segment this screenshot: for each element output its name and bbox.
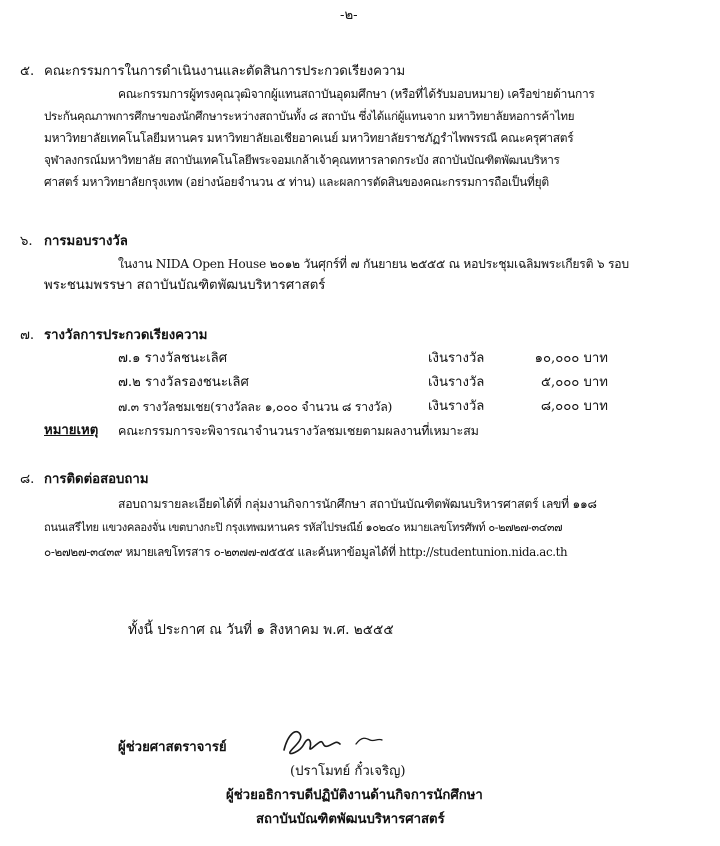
prize-3-amount: ๘,๐๐๐ บาท — [540, 399, 608, 414]
section-5-title: คณะกรรมการในการดำเนินงานและตัดสินการประกวดเรียงความ — [44, 64, 406, 79]
signatory-position: ผู้ช่วยอธิการบดีปฏิบัติงานด้านกิจการนักศึกษา — [226, 788, 483, 803]
section-8-number: ๘. — [20, 472, 35, 487]
section-6-number: ๖. — [20, 234, 33, 249]
section-8-line-1: สอบถามรายละเอียดได้ที่ กลุ่มงานกิจการนักศึกษา สถาบันบัณฑิตพัฒนบริหารศาสตร์ เลขที่ ๑๑๘ — [118, 497, 597, 511]
section-6-line-1: ในงาน NIDA Open House ๒๐๑๒ วันศุกร์ที่ ๗ กันยายน ๒๕๕๕ ณ หอประชุมเฉลิมพระเกียรติ ๖ รอบ — [118, 257, 629, 271]
announcement-date: ทั้งนี้ ประกาศ ณ วันที่ ๑ สิงหาคม พ.ศ. ๒๕๕๕ — [128, 622, 394, 638]
section-5-number: ๕. — [20, 64, 35, 79]
prize-3-label: เงินรางวัล — [428, 399, 485, 414]
signatory-name: (ปราโมทย์ กั๋วเจริญ) — [290, 764, 406, 779]
note-label: หมายเหตุ — [44, 423, 99, 438]
prize-2-amount: ๕,๐๐๐ บาท — [541, 375, 608, 390]
prize-2-label: เงินรางวัล — [428, 375, 485, 390]
section-8-title: การติดต่อสอบถาม — [44, 472, 149, 487]
section-5-line-1: คณะกรรมการผู้ทรงคุณวุฒิจากผู้แทนสถาบันอุดมศึกษา (หรือที่ได้รับมอบหมาย) เครือข่ายด้านการ — [118, 87, 595, 101]
section-6-title: การมอบรางวัล — [44, 234, 128, 249]
section-5-line-5: ศาสตร์ มหาวิทยาลัยกรุงเทพ (อย่างน้อยจำนวน ๕ ท่าน) และผลการตัดสินของคณะกรรมการถือเป็นที่ยุติ — [44, 175, 549, 189]
handwritten-signature — [278, 722, 388, 762]
prize-1-label: เงินรางวัล — [428, 351, 485, 366]
section-8-line-3: ๐-๒๗๒๗-๓๔๓๙ หมายเลขโทรสาร ๐-๒๓๗๗-๗๕๕๕ และค้นหาข้อมูลได้ที่ http://studentunion.nida.ac.th — [44, 545, 568, 559]
signatory-institution: สถาบันบัณฑิตพัฒนบริหารศาสตร์ — [256, 812, 445, 827]
section-5-line-2: ประกันคุณภาพการศึกษาของนักศึกษาระหว่างสถาบันทั้ง ๘ สถาบัน ซึ่งได้แก่ผู้แทนจาก มหาวิทยาลัยหอการค้าไทย — [44, 109, 575, 123]
page-number: -๒- — [340, 8, 358, 23]
section-8-line-2: ถนนเสรีไทย แขวงคลองจั่น เขตบางกะปิ กรุงเทพมหานคร รหัสไปรษณีย์ ๑๐๒๔๐ หมายเลขโทรศัพท์ ๐-๒๗๒๗-๓๔๓๗ — [44, 521, 563, 534]
section-5-line-4: จุฬาลงกรณ์มหาวิทยาลัย สถาบันเทคโนโลยีพระจอมเกล้าเจ้าคุณทหารลาดกระบัง สถาบันบัณฑิตพัฒนบริหาร — [44, 153, 560, 167]
section-5-line-3: มหาวิทยาลัยเทคโนโลยีมหานคร มหาวิทยาลัยเอเชียอาคเนย์ มหาวิทยาลัยราชภัฏรำไพพรรณี คณะครุศาสตร์ — [44, 131, 574, 145]
section-7-number: ๗. — [20, 328, 35, 343]
prize-1-amount: ๑๐,๐๐๐ บาท — [534, 351, 608, 366]
prize-2-name: ๗.๒ รางวัลรองชนะเลิศ — [118, 375, 249, 390]
signatory-title-prefix: ผู้ช่วยศาสตราจารย์ — [118, 740, 227, 755]
section-7-title: รางวัลการประกวดเรียงความ — [44, 328, 208, 343]
section-6-line-2: พระชนมพรรษา สถาบันบัณฑิตพัฒนบริหารศาสตร์ — [44, 278, 326, 293]
note-text: คณะกรรมการจะพิจารณาจำนวนรางวัลชมเชยตามผลงานที่เหมาะสม — [118, 423, 479, 438]
prize-3-name: ๗.๓ รางวัลชมเชย(รางวัลละ ๑,๐๐๐ จำนวน ๘ รางวัล) — [118, 399, 393, 414]
prize-1-name: ๗.๑ รางวัลชนะเลิศ — [118, 351, 228, 366]
